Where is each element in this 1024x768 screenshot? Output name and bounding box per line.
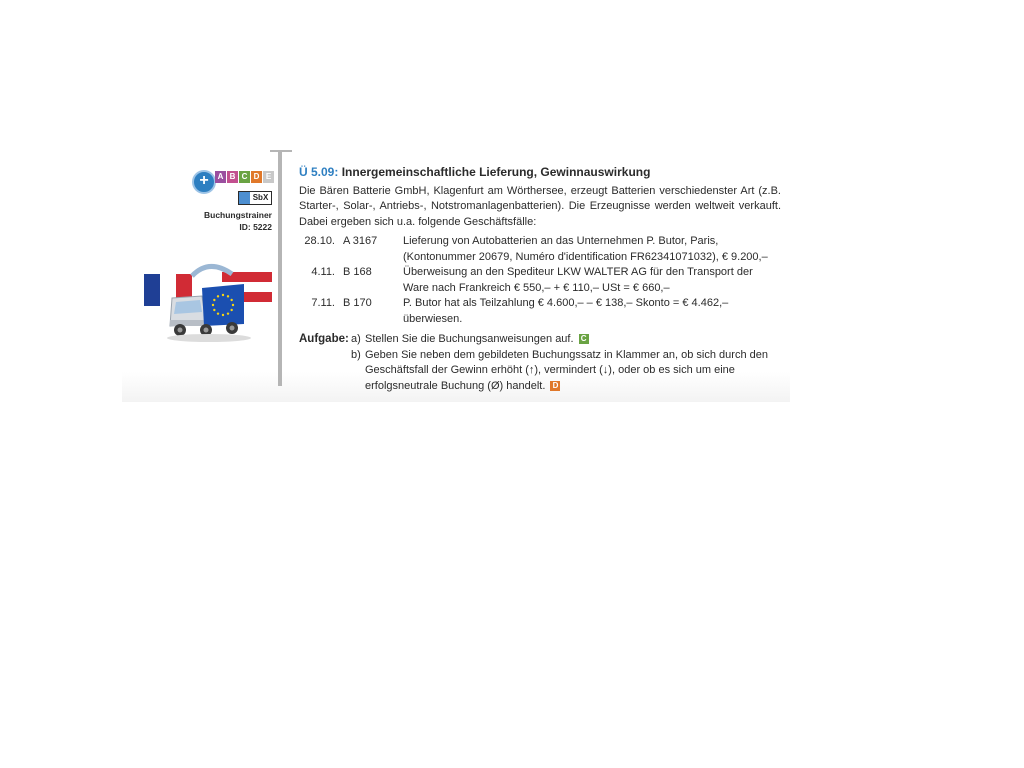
vertical-divider xyxy=(278,152,282,386)
eu-star xyxy=(222,314,224,316)
transaction-desc: Überweisung an den Spediteur LKW WALTER AG für den Transport der Ware nach Frankreich € 550,– + € 110,– USt = € 660,– xyxy=(403,266,753,294)
task-items xyxy=(351,332,781,394)
eu-star xyxy=(230,309,232,311)
task-text xyxy=(365,332,781,348)
task-letter: b) xyxy=(351,348,361,361)
exercise-title-text: Innergemeinschaftliche Lieferung, Gewinnauswirkung xyxy=(341,165,651,179)
transaction-list xyxy=(299,234,781,327)
exercise-number: Ü 5.09: xyxy=(299,165,339,179)
transaction-doc: B 170 xyxy=(343,297,372,309)
eu-star xyxy=(217,295,219,297)
eu-star xyxy=(227,312,229,314)
sbx-bar xyxy=(239,192,250,204)
eu-star xyxy=(222,294,224,296)
transaction-row xyxy=(299,296,781,327)
trainer-label: Buchungstrainer xyxy=(203,210,272,220)
task-item-a xyxy=(351,332,781,348)
eu-star xyxy=(232,304,234,306)
level-badges xyxy=(215,171,274,183)
transaction-date: 4.11. xyxy=(311,266,335,278)
sidebar xyxy=(122,166,274,366)
transaction-date: 28.10. xyxy=(304,235,335,247)
exercise-title xyxy=(299,165,781,181)
truck-illustration xyxy=(144,262,274,344)
transaction-date: 7.11. xyxy=(311,297,335,309)
eu-star xyxy=(213,309,215,311)
eu-star xyxy=(212,304,214,306)
exercise-intro: Die Bären Batterie GmbH, Klagenfurt am Wörthersee, erzeugt Batterien verschiedenster Art (z.B. Starter-, Solar-, Antriebs-, Notstromanlagenbatterien). Die Erzeugnisse werden weltweit verkauft. Dabei ergeben sich u.a. folgende Geschäftsfälle: xyxy=(299,184,781,228)
sbx-badge[interactable] xyxy=(238,191,272,205)
level-badge-a: A xyxy=(215,171,226,183)
eu-star xyxy=(217,312,219,314)
level-badge-c: C xyxy=(239,171,250,183)
exercise-content xyxy=(299,165,781,394)
task-letter: a) xyxy=(351,333,361,345)
buchungstrainer-info xyxy=(204,209,272,233)
level-badge-d: D xyxy=(251,171,262,183)
transaction-desc: P. Butor hat als Teilzahlung € 4.600,– – € 138,– Skonto = € 4.462,– überwiesen. xyxy=(403,297,729,325)
level-c-badge: C xyxy=(579,334,589,344)
trainer-id: ID: 5222 xyxy=(239,222,272,232)
task-block xyxy=(299,332,781,394)
eu-star xyxy=(230,299,232,301)
task-text xyxy=(365,348,781,395)
plus-circle-icon[interactable]: + xyxy=(192,170,216,194)
level-d-badge: D xyxy=(550,381,560,391)
task-text-a: Stellen Sie die Buchungsanweisungen auf. xyxy=(365,333,574,345)
transaction-row xyxy=(299,234,781,265)
task-text-b: Geben Sie neben dem gebildeten Buchungssatz in Klammer an, ob sich durch den Geschäftsfall der Gewinn erhöht (↑), vermindert (↓), oder ob es sich um eine erfolgsneutrale Buchung (Ø) handelt. xyxy=(365,348,768,392)
transaction-doc: B 168 xyxy=(343,266,372,278)
level-badge-e: E xyxy=(263,171,274,183)
level-badge-b: B xyxy=(227,171,238,183)
eu-star xyxy=(213,299,215,301)
task-label: Aufgabe: xyxy=(299,333,349,345)
transaction-desc: Lieferung von Autobatterien an das Unternehmen P. Butor, Paris, (Kontonummer 20679, Numéro d'identification FR62341071032), € 9.200,– xyxy=(403,235,768,263)
transaction-doc: A 3167 xyxy=(343,235,378,247)
transaction-row xyxy=(299,265,781,296)
sbx-label: SbX xyxy=(252,193,269,202)
task-item-b xyxy=(351,348,781,395)
eu-star xyxy=(227,295,229,297)
